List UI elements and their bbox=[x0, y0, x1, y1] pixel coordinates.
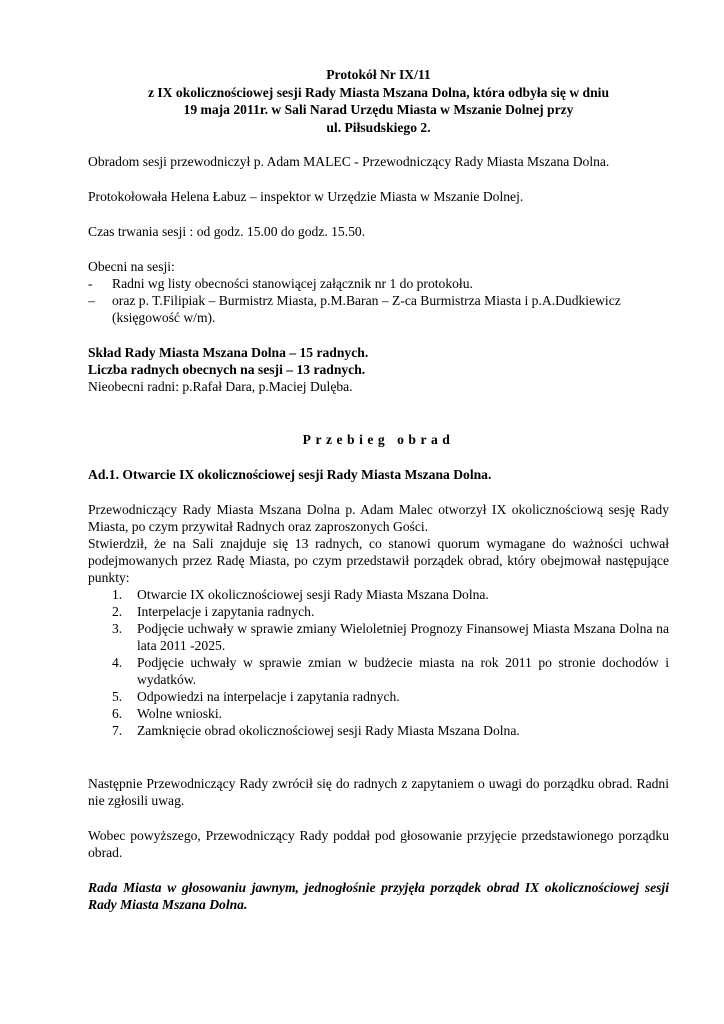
agenda-text: Interpelacje i zapytania radnych. bbox=[137, 604, 315, 619]
header-line-2: z IX okolicznościowej sesji Rady Miasta Mszana Dolna, która odbyła się w dniu bbox=[147, 84, 610, 100]
dash-marker: - bbox=[88, 276, 93, 291]
dash-marker: – bbox=[88, 293, 95, 308]
agenda-text: Podjęcie uchwały w sprawie zmian w budżecie miasta na rok 2011 po stronie dochodów i wydatków. bbox=[137, 655, 669, 687]
agenda-text: Odpowiedzi na interpelacje i zapytania radnych. bbox=[137, 689, 400, 704]
protocol-number: Protokół Nr IX/11 bbox=[326, 67, 431, 82]
quorum-paragraph: Stwierdził, że na Sali znajduje się 13 radnych, co stanowi quorum wymagane do ważności uchwał podejmowanych przez Radę Miasta, po czym przedstawił porządek obrad, który obejmował następujące punkty: bbox=[88, 536, 669, 585]
agenda-number: 7. bbox=[112, 723, 123, 738]
chair-statement: Obradom sesji przewodniczył p. Adam MALEC - Przewodniczący Rady Miasta Mszana Dolna. bbox=[88, 154, 610, 169]
attendance-item-text: oraz p. T.Filipiak – Burmistrz Miasta, p.M.Baran – Z-ca Burmistrza Miasta i p.A.Dudkiewicz (księgowość w/m). bbox=[112, 293, 621, 325]
agenda-number: 6. bbox=[112, 706, 123, 721]
agenda-item bbox=[88, 722, 669, 739]
section-1-title: Ad.1. Otwarcie IX okolicznościowej sesji Rady Miasta Mszana Dolna. bbox=[88, 467, 492, 482]
agenda-text: Wolne wnioski. bbox=[137, 706, 222, 721]
present-count: Liczba radnych obecnych na sesji – 13 radnych. bbox=[88, 362, 366, 377]
agenda-item bbox=[88, 586, 669, 603]
attendance-item bbox=[88, 292, 669, 326]
agenda-text: Otwarcie IX okolicznościowej sesji Rady Miasta Mszana Dolna. bbox=[137, 587, 489, 602]
agenda-item bbox=[88, 654, 669, 688]
agenda-number: 5. bbox=[112, 689, 123, 704]
header-line-4: ul. Piłsudskiego 2. bbox=[326, 119, 431, 135]
agenda-number: 4. bbox=[112, 655, 123, 670]
attendance-item bbox=[88, 275, 669, 292]
attendance-item-text: Radni wg listy obecności stanowiącej załącznik nr 1 do protokołu. bbox=[112, 276, 473, 291]
agenda-item bbox=[88, 620, 669, 654]
agenda-item bbox=[88, 705, 669, 722]
council-composition: Skład Rady Miasta Mszana Dolna – 15 radnych. bbox=[88, 345, 369, 360]
remarks-paragraph: Następnie Przewodniczący Rady zwrócił się do radnych z zapytaniem o uwagi do porządku obrad. Radni nie zgłosili uwag. bbox=[88, 776, 669, 808]
session-duration: Czas trwania sesji : od godz. 15.00 do godz. 15.50. bbox=[88, 224, 366, 239]
opening-paragraph: Przewodniczący Rady Miasta Mszana Dolna p. Adam Malec otworzył IX okolicznościową sesję Rady Miasta, po czym przywitał Radnych oraz zaproszonych Gości. bbox=[88, 502, 669, 534]
proceedings-title: Przebieg obrad bbox=[302, 432, 455, 447]
agenda-list bbox=[88, 586, 669, 739]
document-page bbox=[88, 66, 669, 913]
agenda-item bbox=[88, 688, 669, 705]
absent-councillors: Nieobecni radni: p.Rafał Dara, p.Maciej Dulęba. bbox=[88, 379, 353, 394]
agenda-text: Zamknięcie obrad okolicznościowej sesji Rady Miasta Mszana Dolna. bbox=[137, 723, 520, 738]
agenda-number: 1. bbox=[112, 587, 123, 602]
attendance-list bbox=[88, 275, 669, 326]
agenda-text: Podjęcie uchwały w sprawie zmiany Wieloletniej Prognozy Finansowej Miasta Mszana Dolna na lata 2011 -2025. bbox=[137, 621, 669, 653]
header-line-3: 19 maja 2011r. w Sali Narad Urzędu Miasta w Mszanie Dolnej przy bbox=[183, 102, 574, 117]
vote-paragraph: Wobec powyższego, Przewodniczący Rady poddał pod głosowanie przyjęcie przedstawionego porządku obrad. bbox=[88, 828, 669, 860]
agenda-number: 3. bbox=[112, 621, 123, 636]
resolution-statement: Rada Miasta w głosowaniu jawnym, jednogłośnie przyjęła porządek obrad IX okolicznościowej sesji Rady Miasta Mszana Dolna. bbox=[88, 880, 669, 912]
recorder-statement: Protokołowała Helena Łabuz – inspektor w Urzędzie Miasta w Mszanie Dolnej. bbox=[88, 189, 524, 204]
attendance-title: Obecni na sesji: bbox=[88, 259, 175, 274]
agenda-number: 2. bbox=[112, 604, 123, 619]
document-header bbox=[88, 66, 669, 136]
agenda-item bbox=[88, 603, 669, 620]
